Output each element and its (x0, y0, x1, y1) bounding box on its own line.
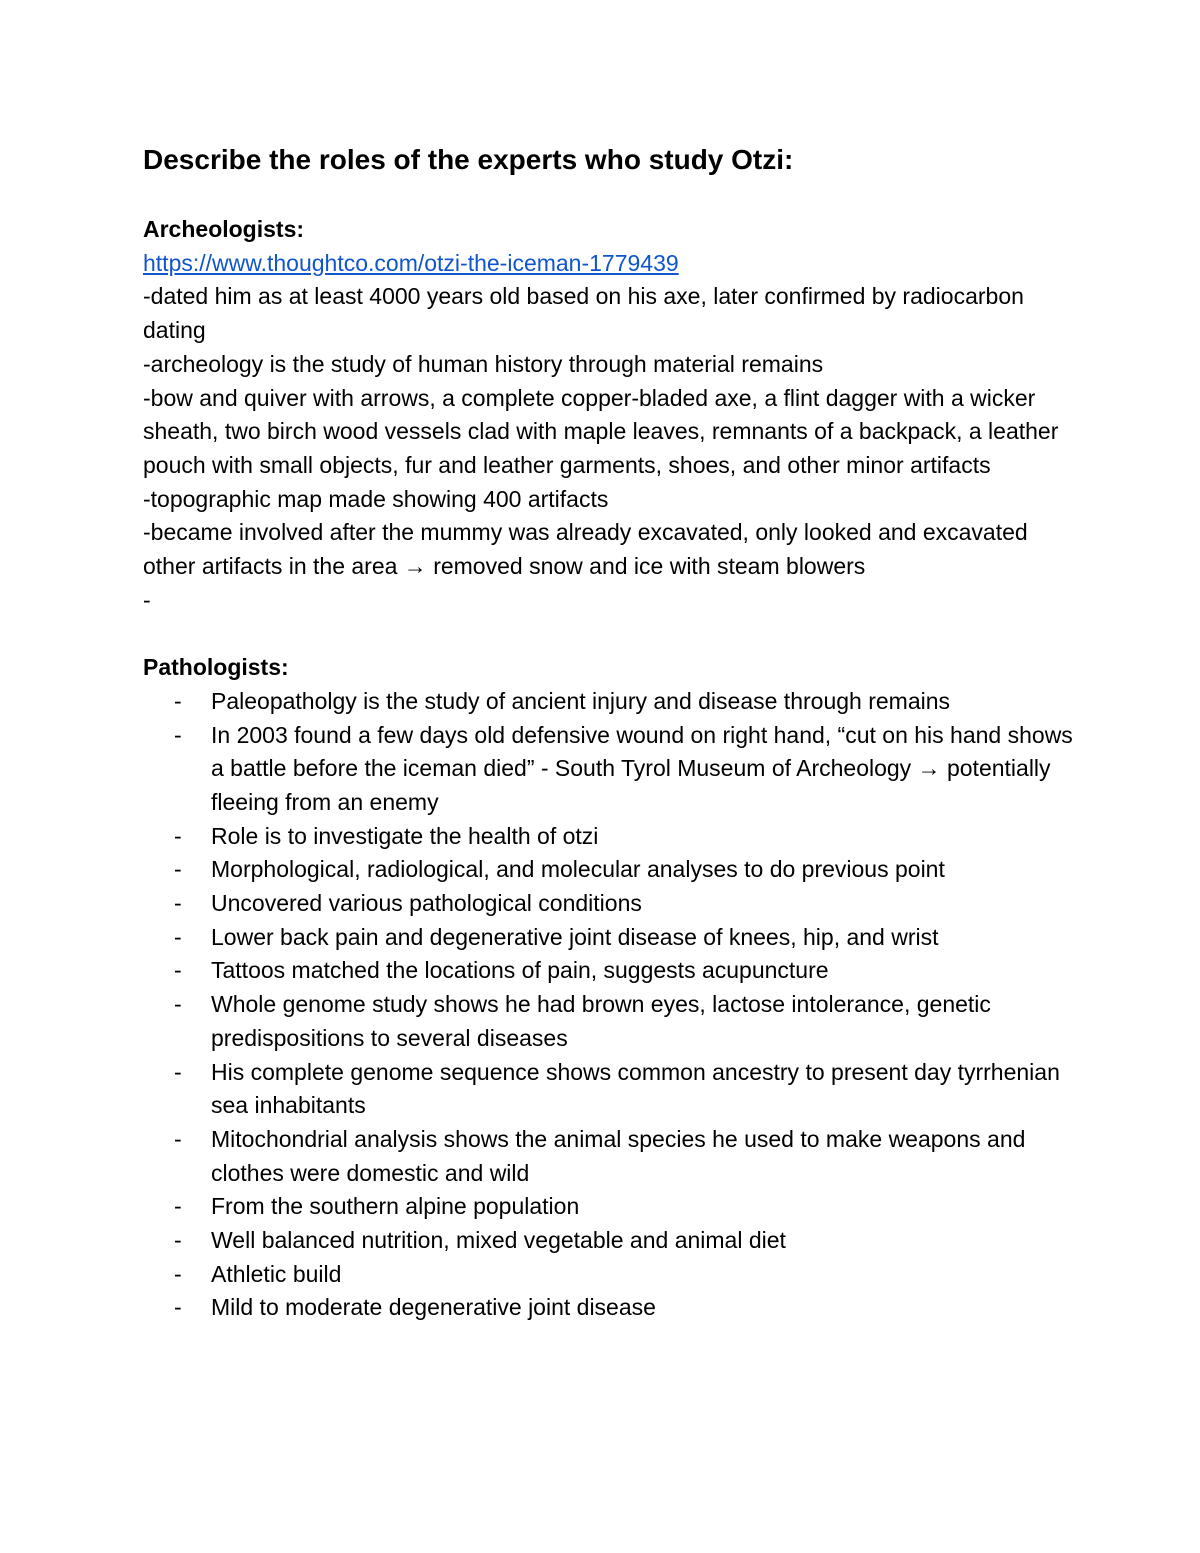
list-item (143, 719, 1073, 820)
list-item-text: From the southern alpine population (211, 1193, 580, 1220)
dash-bullet: - (174, 721, 182, 748)
list-item (143, 1258, 1073, 1292)
list-item (143, 685, 1073, 719)
list-item (143, 887, 1073, 921)
thoughtco-link[interactable]: https://www.thoughtco.com/otzi-the-iceman-1779439 (143, 249, 679, 276)
archeology-note: -dated him as at least 4000 years old based on his axe, later confirmed by radiocarbon dating (143, 283, 1024, 344)
list-item (143, 1224, 1073, 1258)
archeology-note: -became involved after the mummy was already excavated, only looked and excavated other artifacts in the area → removed snow and ice with steam blowers (143, 519, 1028, 580)
dash-bullet: - (174, 890, 182, 917)
list-item-text: Uncovered various pathological conditions (211, 890, 642, 917)
pathologists-section (143, 651, 1073, 1325)
list-item-text: Paleopatholgy is the study of ancient injury and disease through remains (211, 687, 951, 714)
list-item (143, 921, 1073, 955)
list-item-text: Role is to investigate the health of otzi (211, 822, 599, 849)
list-item-text: His complete genome sequence shows common ancestry to present day tyrrhenian sea inhabitants (211, 1058, 1060, 1119)
document-body (143, 213, 1073, 1325)
dash-bullet: - (174, 1260, 182, 1287)
list-item (143, 853, 1073, 887)
list-item (143, 1291, 1073, 1325)
list-item-text: In 2003 found a few days old defensive wound on right hand, “cut on his hand shows a battle before the iceman died” - South Tyrol Museum of Archeology → potentially fleeing from an enemy (211, 721, 1073, 815)
list-item-text: Mitochondrial analysis shows the animal species he used to make weapons and clothes were domestic and wild (211, 1125, 1026, 1186)
list-item (143, 988, 1073, 1055)
archeology-note: -archeology is the study of human history through material remains (143, 350, 824, 377)
dash-bullet: - (174, 1125, 182, 1152)
dash-bullet: - (174, 822, 182, 849)
list-item (143, 820, 1073, 854)
archeology-note: -bow and quiver with arrows, a complete copper-bladed axe, a flint dagger with a wicker sheath, two birch wood vessels clad with maple leaves, remnants of a backpack, a leather pouch with small objects, fur and leather garments, shoes, and other minor artifacts (143, 384, 1059, 478)
dash-bullet: - (174, 957, 182, 984)
list-item-text: Tattoos matched the locations of pain, suggests acupuncture (211, 957, 829, 984)
archeology-note: - (143, 586, 151, 613)
dash-bullet: - (174, 1058, 182, 1085)
pathologists-heading: Pathologists: (143, 654, 289, 681)
archeology-note: -topographic map made showing 400 artifacts (143, 485, 609, 512)
archeologists-section (143, 213, 1073, 617)
list-item (143, 1056, 1073, 1123)
list-item-text: Well balanced nutrition, mixed vegetable and animal diet (211, 1227, 786, 1254)
dash-bullet: - (174, 991, 182, 1018)
list-item-text: Mild to moderate degenerative joint disease (211, 1294, 656, 1321)
dash-bullet: - (174, 1193, 182, 1220)
pathologists-list (143, 685, 1073, 1325)
list-item (143, 954, 1073, 988)
list-item-text: Whole genome study shows he had brown eyes, lactose intolerance, genetic predispositions to several diseases (211, 991, 991, 1051)
section-spacer (143, 617, 1073, 651)
dash-bullet: - (174, 1227, 182, 1254)
dash-bullet: - (174, 923, 182, 950)
list-item (143, 1123, 1073, 1190)
list-item-text: Lower back pain and degenerative joint disease of knees, hip, and wrist (211, 923, 939, 950)
archeologists-heading: Archeologists: (143, 216, 305, 242)
dash-bullet: - (174, 856, 182, 883)
list-item (143, 1190, 1073, 1224)
list-item-text: Morphological, radiological, and molecular analyses to do previous point (211, 856, 945, 883)
dash-bullet: - (174, 1294, 182, 1321)
dash-bullet: - (174, 687, 182, 714)
page-title: Describe the roles of the experts who study Otzi: (143, 144, 794, 175)
list-item-text: Athletic build (211, 1260, 342, 1287)
